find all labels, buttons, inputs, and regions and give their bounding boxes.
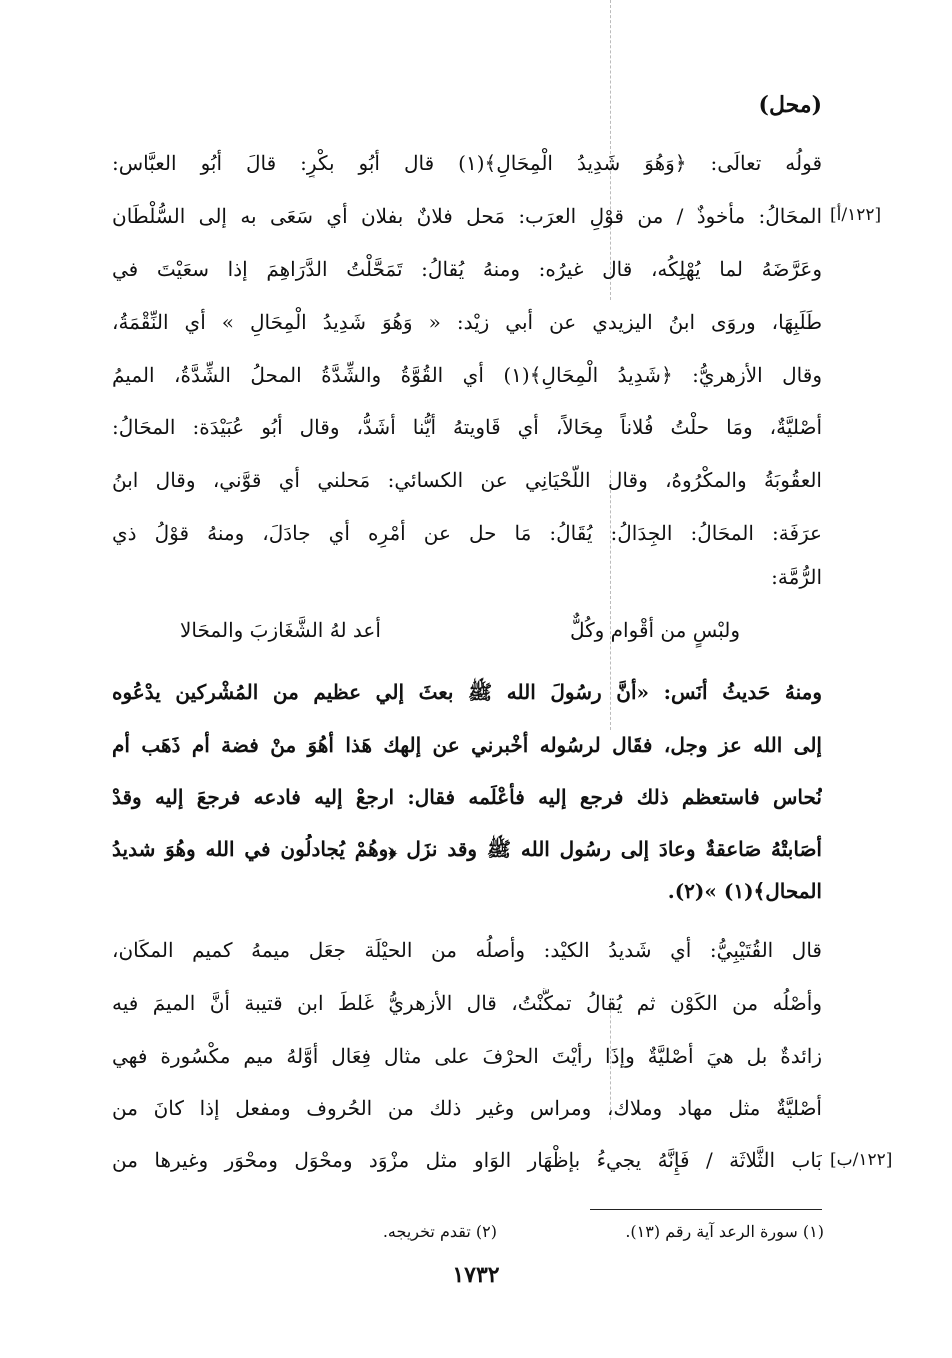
text-line: وأصْلُه من الكَوْن ثم يُقالُ تمكَّنْتُ، قال الأزهريُّ غَلطَ ابن قتيبة أنَّ الميمَ فيه (112, 991, 822, 1015)
page-number: ١٧٣٢ (452, 1262, 500, 1288)
text-line: قولُه تعالَى: ﴿وَهُوَ شَدِيدُ الْمِحَالِ﴾(١) قال أبُو بكْرٍ: قالَ أبُو العبَّاس: (112, 151, 822, 175)
text-line: زائدةٌ بل هيَ أصْليَّةٌ وإذَا رأيْتَ الحرْفَ على مثال فِعَال أوَّلهُ ميم مكْسُورة فهي (112, 1044, 822, 1068)
text-line: المحَالُ: مأخوذٌ / من قوْلِ العرَب: مَحل فلانٌ بفلان أي سَعَى به إلى السُّلْطَان (112, 204, 822, 228)
text-line: أصَابتْهُ صَاعقةٌ وعادَ إلى رسُول الله ﷺ وقد نزَل ﴿وهُمْ يُجادلُون في الله وهُوَ شديدُ (112, 837, 822, 861)
text-line: ومنهُ حَديثُ أنَس: «أنَّ رسُولَ الله ﷺ بعثَ إلي عظيم من المُشْركين يدْعُوه (112, 680, 822, 704)
text-line: العقُوبَةُ والمكْرُوهُ، وقال اللَّحْيَانِي عن الكسائي: مَحلني أي قوَّني، وقال ابنُ (112, 468, 822, 492)
text-line: عرَفَة: المحَالُ: الجِدَالُ: يُقَالُ: مَا حل عن أمْرِه أي جادَلَ، ومنهُ قوْلُ ذي (112, 521, 822, 545)
footnote-separator (590, 1209, 822, 1210)
text-line: قال القُتَيْبِيُّ: أي شَديدُ الكيْد: وأصلُه من الحيْلَة جعَل ميمهُ كميم المكَان، (112, 938, 822, 962)
margin-note: [١٢٢/أ] (830, 205, 882, 225)
footnote-1: (١) سورة الرعد آية رقم (١٣). (625, 1222, 824, 1241)
margin-note: [١٢٢/ب] (830, 1150, 893, 1170)
footnote-2: (٢) تقدم تخريجه. (382, 1222, 497, 1241)
text-line: طَلَبِهَا، وروَى ابنُ اليزيدي عن أبي زيْد: « وَهُوَ شَدِيدُ الْمِحَالِ » أي النِّقْمَةُ، (112, 310, 822, 334)
text-line: الرُّمَّة: (771, 565, 822, 589)
text-line: أصْليَّةٌ مثل مهاد وملاك، ومراس وغير ذلك من الحُروف ومفعل إذا كانَ من (112, 1096, 822, 1120)
text-line: نُحاس فاستعظم ذلك فرجع إليه فأعْلَمه فقال: ارجعْ إليه فادعه فرجعَ إليه وقدْ (112, 785, 822, 809)
entry-heading: (محل) (758, 92, 822, 118)
text-line: وعَرَّضَهُ لما يُهْلِكُه، قال غيرُه: ومنهُ يُقالُ: تَمَحَّلْتُ الدَّرَاهِمَ إذا سعَيْتَ في (112, 257, 822, 281)
verse-first-hemistich: ولبْسٍ من أقْوام وكُلٌّ (569, 618, 740, 642)
verse-second-hemistich: أعد لهُ الشَّغَازبَ والمحَالا (180, 618, 381, 642)
text-line: وقال الأزهريُّ: ﴿شَدِيدُ الْمِحَالِ﴾(١) أي القُوَّةُ والشِّدَّةُ المحلُ الشِّدَّةُ، الميمُ (112, 363, 822, 387)
text-line: إلى الله عز وجل، فقَال لرسُوله أخْبرني عن إلهك هَذا أهُوَ منْ فضة أم ذَهَب أم (112, 733, 822, 757)
text-line: المحال﴾(١) »(٢). (667, 879, 822, 903)
text-line: أصْليَّةٌ، ومَا حلْتُ فُلاناً مِحَالاً، أي قَاويتهُ أيُّنا أشَدُّ، وقال أبُو عُبَيْدَة: المحَالُ: (112, 415, 822, 439)
text-line: بَاب الثَّلاثَة / فَإِنَّهُ يجيءُ بإظْهَار الوَاو مثل مزْوَد ومحْوَل ومحْوَر وغيرها من (112, 1148, 822, 1172)
